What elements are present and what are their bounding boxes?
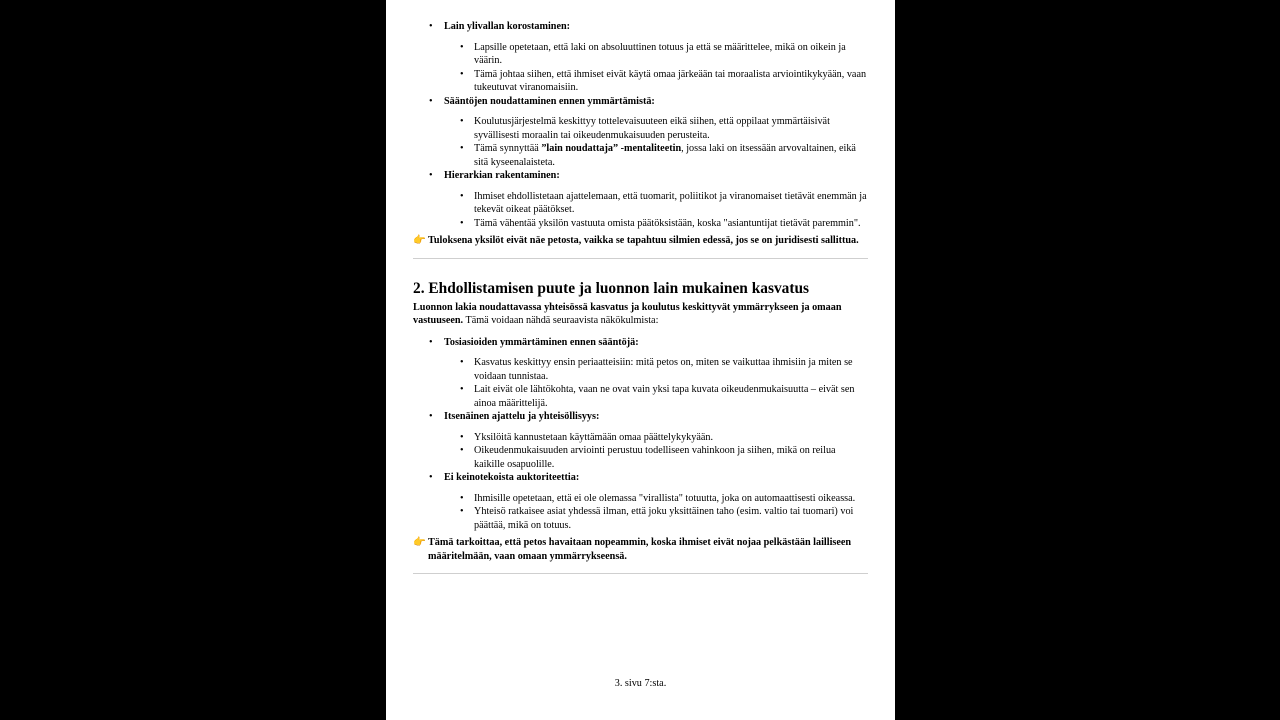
note-text: Tämä tarkoittaa, että petos havaitaan nopeammin, koska ihmiset eivät nojaa pelkästään lailliseen määritelmään, vaan omaan ymmärrykseensä.: [428, 537, 852, 562]
group-label: • Sääntöjen noudattaminen ennen ymmärtämistä:: [444, 95, 655, 107]
list-item: • Tämä vähentää yksilön vastuuta omista päätöksistään, koska "asiantuntijat tietävät paremmin".: [444, 217, 868, 231]
list-item: [413, 95, 868, 170]
text-segment: Tämä synnyttää: [474, 143, 542, 154]
intro-bold: Luonnon lakia noudattavassa yhteisössä kasvatus ja koulutus keskittyvät ymmärrykseen ja omaan vastuuseen.: [413, 301, 842, 326]
list-item: • Koulutusjärjestelmä keskittyy tottelevaisuuteen eikä siihen, että oppilaat ymmärtäisivät syvällisesti moraalin tai oikeudenmukaisuuden perusteita.: [444, 115, 868, 142]
intro-rest: Tämä voidaan nähdä seuraavista näkökulmista:: [463, 315, 659, 326]
group-label: • Itsenäinen ajattelu ja yhteisöllisyys:: [444, 411, 600, 422]
list-item: [444, 142, 868, 169]
list-item: • Yhteisö ratkaisee asiat yhdessä ilman, että joku yksittäinen taho (esim. valtio tai tuomari) voi päättää, mikä on totuus.: [444, 505, 868, 532]
section-heading: 2. Ehdollistamisen puute ja luonnon lain mukainen kasvatus: [413, 279, 810, 297]
pointing-hand-icon: 👉: [413, 235, 426, 246]
list-item: [413, 471, 868, 532]
list-item: [413, 410, 868, 471]
list-item: • Ihmiset ehdollistetaan ajattelemaan, että tuomarit, poliitikot ja viranomaiset tietävät enemmän ja tekevät oikeat päätökset.: [444, 190, 868, 217]
group-label: • Tosiasioiden ymmärtäminen ennen sääntöjä:: [444, 336, 639, 348]
list-item: • Lapsille opetetaan, että laki on absoluuttinen totuus ja että se määrittelee, mikä on oikein ja väärin.: [444, 41, 868, 68]
section-intro: [413, 301, 868, 328]
group-label: • Hierarkian rakentaminen:: [444, 170, 560, 181]
list-item: [413, 20, 868, 95]
pointing-hand-icon: 👉: [413, 537, 426, 548]
section2-list: [413, 336, 868, 533]
section-divider: [413, 573, 868, 574]
text-segment: , jossa laki on itsessään arvovaltainen, eikä sitä kyseenalaisteta.: [474, 143, 856, 168]
sub-list: [444, 115, 868, 169]
list-item: • Kasvatus keskittyy ensin periaatteisiin: mitä petos on, miten se vaikuttaa ihmisiin ja miten se voidaan tunnistaa.: [444, 356, 868, 383]
group-label: • Ei keinotekoista auktoriteettia:: [444, 472, 580, 483]
list-item: [413, 336, 868, 411]
list-item: • Lait eivät ole lähtökohta, vaan ne ovat vain yksi tapa kuvata oikeudenmukaisuutta – eivät sen ainoa määrittelijä.: [444, 383, 868, 410]
bold-text-segment: ”lain noudattaja” -mentaliteetin: [541, 143, 682, 154]
sub-list: [444, 492, 868, 533]
page-content: [413, 20, 868, 574]
sub-list: [444, 356, 868, 410]
list-item: • Ihmisille opetetaan, että ei ole olemassa "virallista" totuutta, joka on automaattisesti oikeassa.: [444, 492, 868, 506]
page-number: 3. sivu 7:sta.: [614, 678, 667, 689]
list-item: • Tämä johtaa siihen, että ihmiset eivät käytä omaa järkeään tai moraalista arviointikykyään, vaan tukeutuvat viranomaisiin.: [444, 68, 868, 95]
section-divider: [413, 258, 868, 259]
list-item: [413, 169, 868, 230]
conclusion-note: [413, 234, 868, 248]
note-text: Tuloksena yksilöt eivät näe petosta, vaikka se tapahtuu silmien edessä, jos se on juridisesti sallittua.: [428, 235, 859, 246]
document-page: [386, 0, 895, 720]
sub-list: [444, 190, 868, 231]
conclusion-note: [413, 536, 868, 563]
sub-list: [444, 431, 868, 472]
list-item: • Oikeudenmukaisuuden arviointi perustuu todelliseen vahinkoon ja siihen, mikä on reilua kaikille osapuolille.: [444, 444, 868, 471]
sub-list: [444, 41, 868, 95]
list-item: • Yksilöitä kannustetaan käyttämään omaa päättelykykyään.: [444, 431, 868, 445]
section1-list: [413, 20, 868, 230]
group-label: • Lain ylivallan korostaminen:: [444, 21, 571, 32]
